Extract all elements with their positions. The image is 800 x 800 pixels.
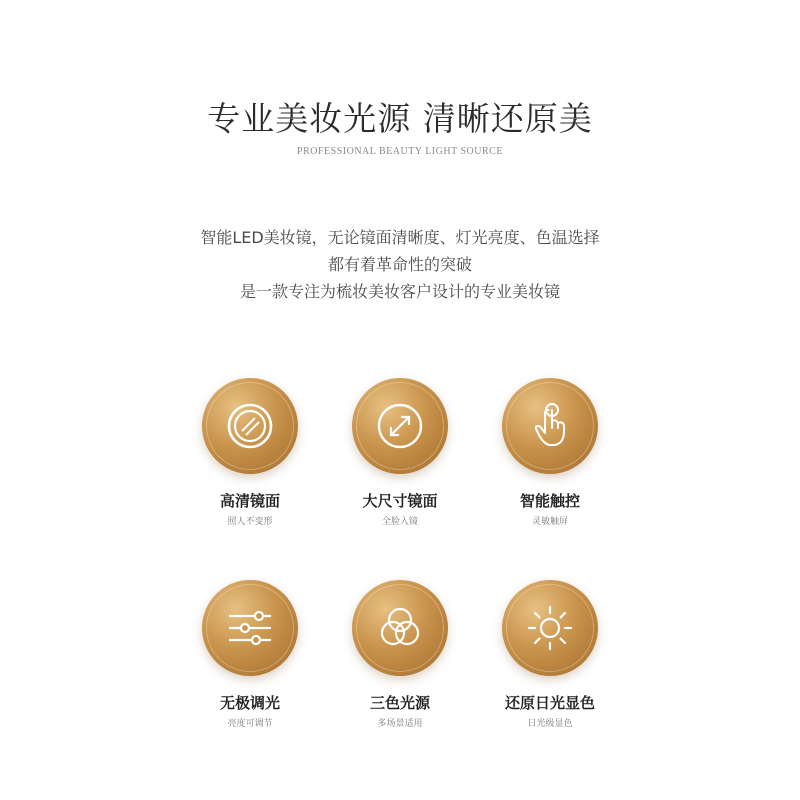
feature-title: 还原日光显色 — [504, 694, 595, 712]
feature-medal — [202, 580, 298, 676]
feature-medal — [202, 378, 298, 474]
feature-title: 高清镜面 — [219, 492, 280, 510]
feature-title: 智能触控 — [519, 492, 580, 510]
feature-title: 无极调光 — [219, 694, 280, 712]
sun-icon — [525, 603, 575, 653]
sliders-icon — [225, 603, 275, 653]
feature-medal — [352, 378, 448, 474]
intro-text — [0, 224, 800, 305]
feature-title: 三色光源 — [369, 694, 430, 712]
feature-subtitle: 日光级显色 — [527, 719, 573, 729]
intro-line: 都有着革命性的突破 — [327, 255, 472, 274]
intro-line: 是一款专注为梳妆美妆客户设计的专业美妆镜 — [239, 282, 560, 301]
feature-tricolor-light — [320, 580, 480, 729]
touch-hand-icon — [525, 401, 575, 451]
intro-line: 智能LED美妆镜，无论镜面清晰度、灯光亮度、色温选择 — [200, 228, 600, 247]
feature-large-mirror — [320, 378, 480, 527]
feature-hd-mirror — [170, 378, 330, 527]
page-title: 专业美妆光源 清晰还原美 — [207, 99, 593, 138]
feature-smart-touch — [470, 378, 630, 527]
feature-grid — [0, 378, 800, 738]
page-subtitle: PROFESSIONAL BEAUTY LIGHT SOURCE — [297, 146, 503, 157]
feature-medal — [502, 580, 598, 676]
feature-subtitle: 照人不变形 — [227, 517, 273, 527]
expand-arrows-icon — [375, 401, 425, 451]
three-circles-icon — [375, 603, 425, 653]
feature-stepless-dimming — [170, 580, 330, 729]
feature-medal — [502, 378, 598, 474]
feature-subtitle: 亮度可调节 — [227, 719, 273, 729]
feature-subtitle: 灵敏触屏 — [531, 517, 568, 527]
mirror-icon — [225, 401, 275, 451]
feature-medal — [352, 580, 448, 676]
feature-daylight-color — [470, 580, 630, 729]
feature-title: 大尺寸镜面 — [362, 492, 438, 510]
feature-subtitle: 全脸入镜 — [381, 517, 418, 527]
feature-subtitle: 多场景适用 — [377, 719, 423, 729]
